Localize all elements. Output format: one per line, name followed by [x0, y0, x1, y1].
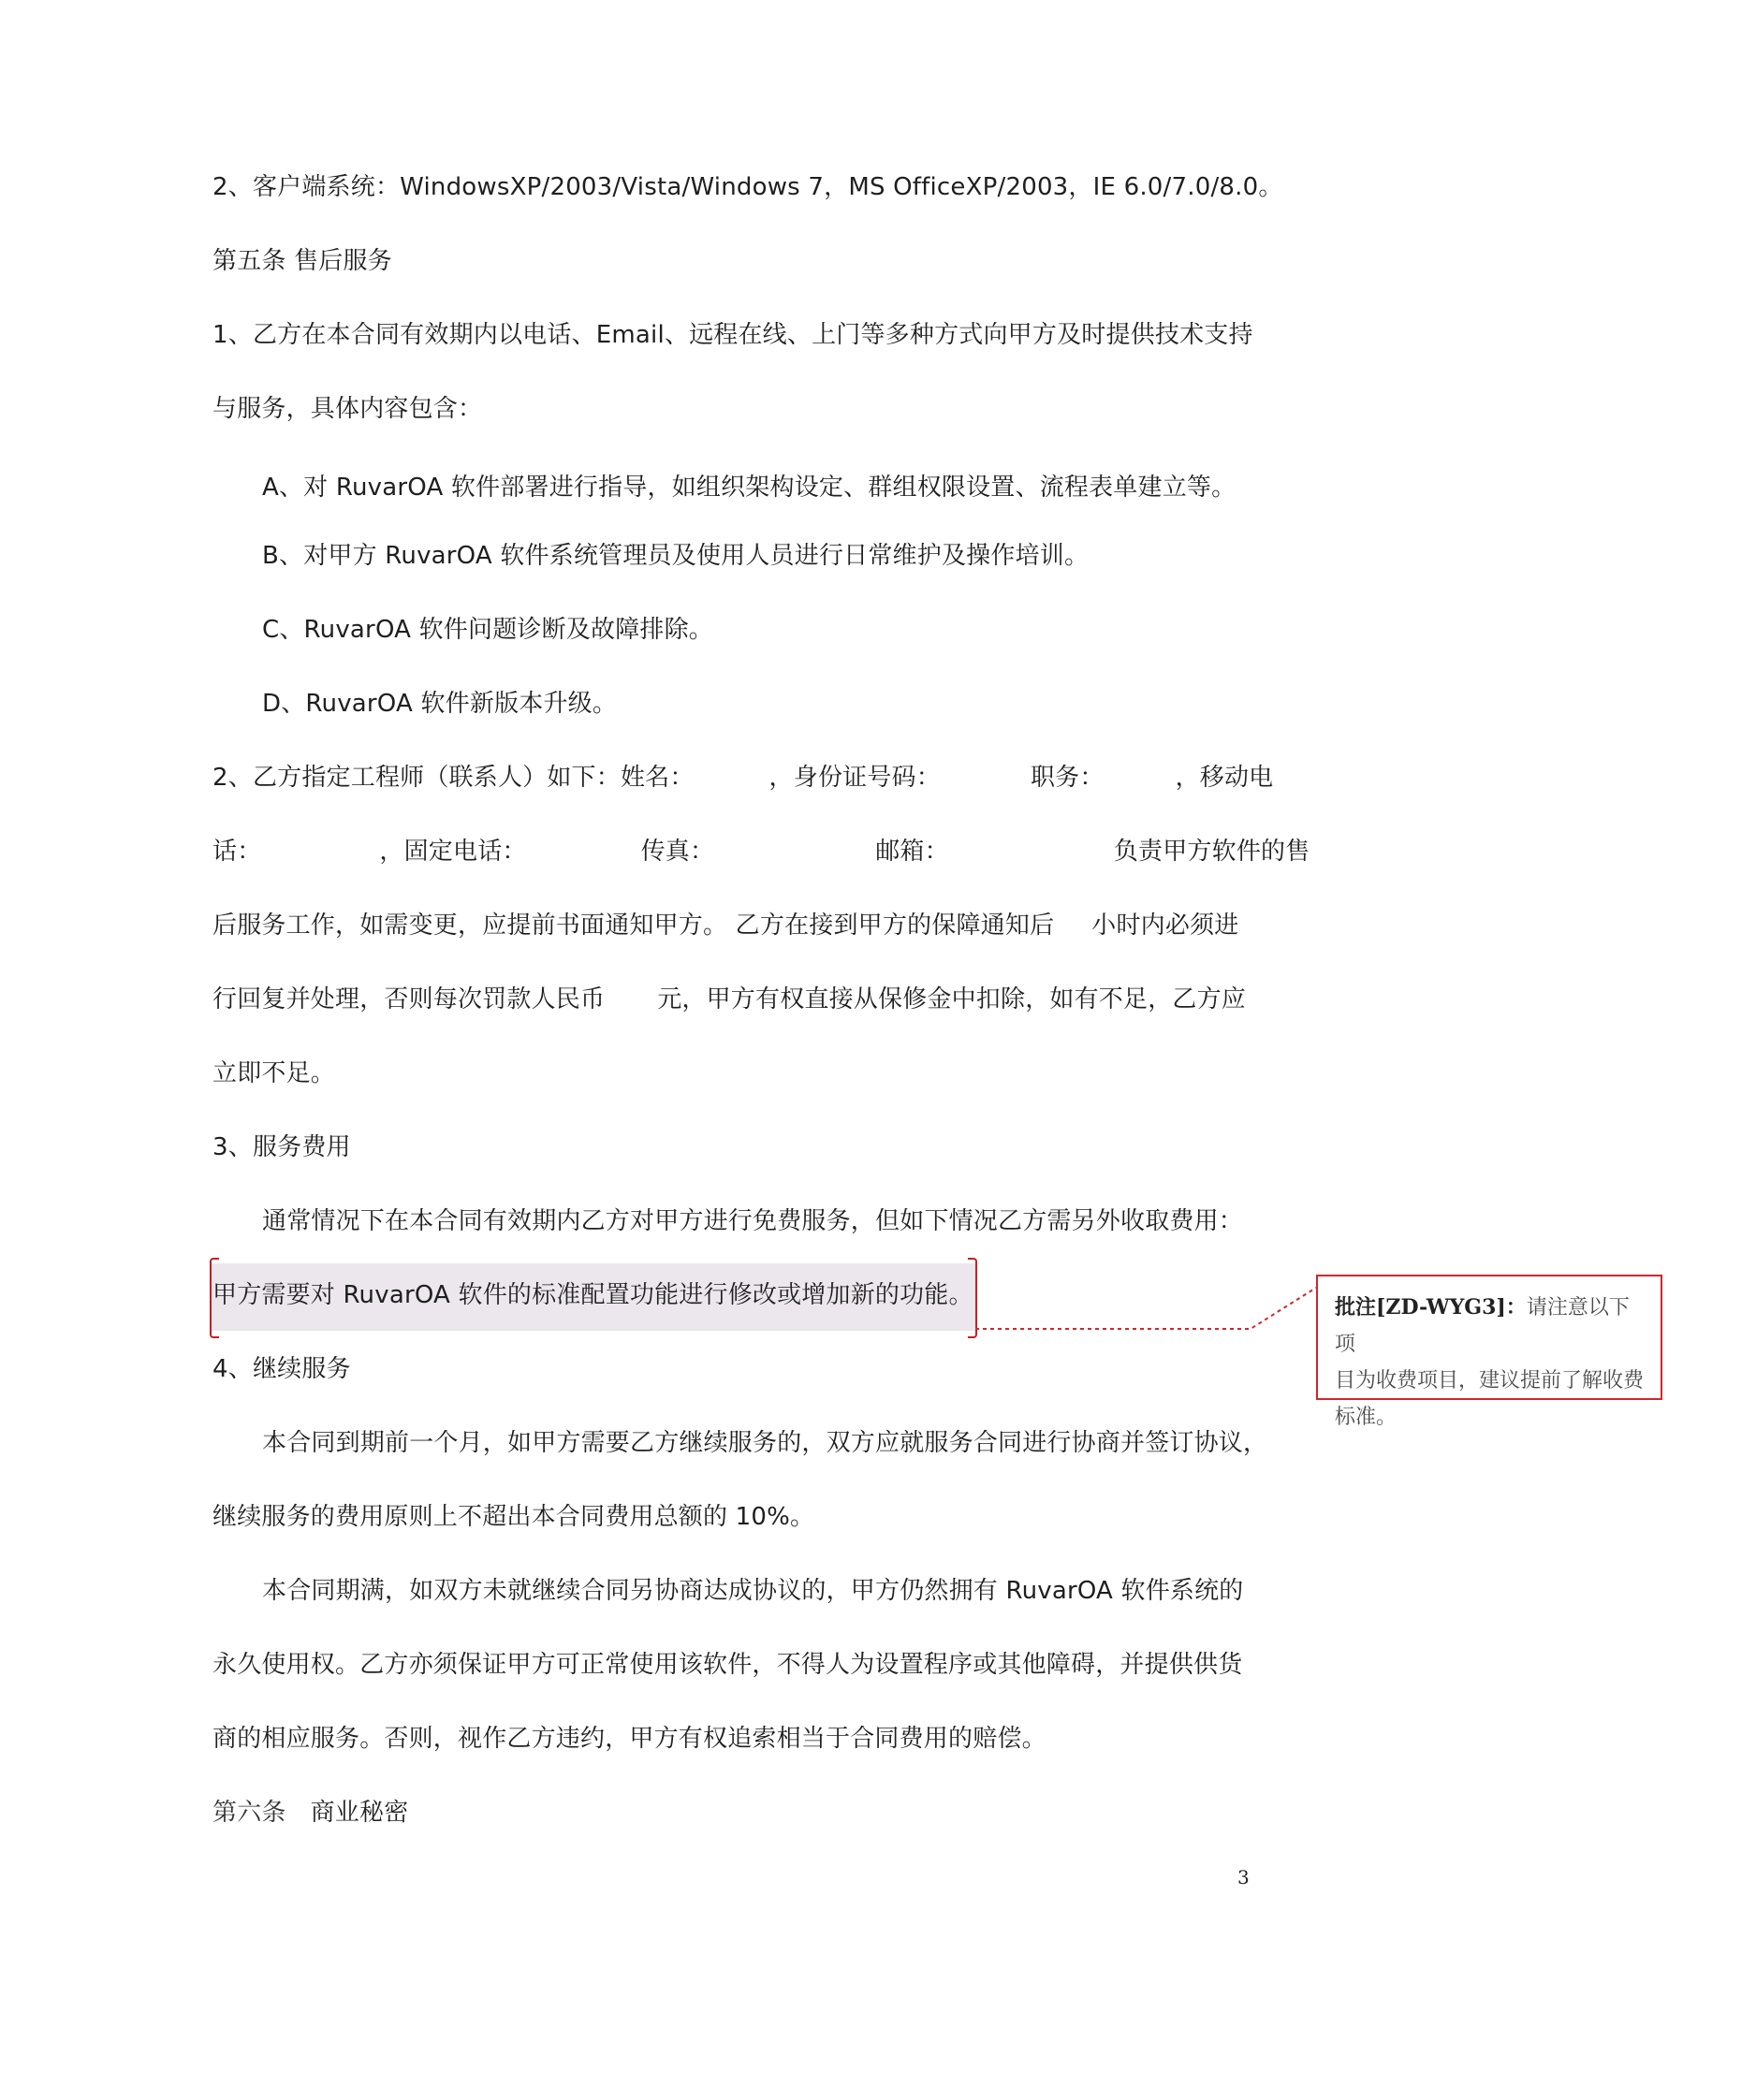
item2-line5: 立即不足。 — [212, 1059, 336, 1087]
item4-p1-line1: 本合同到期前一个月，如甲方需要乙方继续服务的，双方应就服务合同进行协商并签订协议， — [262, 1429, 1268, 1457]
comment-text-3: 标准。 — [1335, 1406, 1397, 1429]
comment-line1 — [1335, 1290, 1644, 1363]
item2-email-label: 邮箱： — [875, 838, 949, 866]
item2-title-label: 职务： — [1030, 764, 1105, 792]
page-number: 3 — [1237, 1866, 1250, 1889]
item4-p2-line3: 商的相应服务。否则，视作乙方违约，甲方有权追索相当于合同费用的赔偿。 — [212, 1725, 1046, 1753]
comment-balloon[interactable] — [1316, 1275, 1662, 1429]
comment-connector-line — [975, 1288, 1316, 1329]
item2-fax-label: 传真： — [640, 838, 715, 866]
item2-mobile-label: ，移动电 — [1175, 764, 1274, 792]
comment-text-2: 目为收费项目，建议提前了解收费 — [1335, 1369, 1645, 1393]
item4-title: 4、继续服务 — [212, 1355, 351, 1383]
item1-b: B、对甲方 RuvarOA 软件系统管理员及使用人员进行日常维护及操作培训。 — [262, 542, 1090, 570]
item2-l4-text: 行回复并处理，否则每次罚款人民币 — [212, 985, 606, 1014]
item2-l3-text: 后服务工作，如需变更，应提前书面通知甲方。 乙方在接到甲方的保障通知后 — [212, 911, 1055, 940]
item2-fixed-label: ，固定电话： — [379, 838, 527, 866]
item3-title: 3、服务费用 — [212, 1133, 351, 1161]
item3-body: 通常情况下在本合同有效期内乙方对甲方进行免费服务，但如下情况乙方需另外收取费用： — [262, 1207, 1244, 1235]
item1-a: A、对 RuvarOA 软件部署进行指导，如组织架构设定、群组权限设置、流程表单建立等。 — [262, 474, 1237, 502]
item2-l4-rest: 元，甲方有权直接从保修金中扣除，如有不足，乙方应 — [657, 985, 1247, 1014]
article5-title: 第五条 售后服务 — [212, 247, 392, 275]
article6-name: 商业秘密 — [310, 1799, 409, 1827]
item1-c: C、RuvarOA 软件问题诊断及故障排除。 — [262, 616, 713, 644]
comment-author: 批注[ZD-WYG3]： — [1335, 1295, 1527, 1320]
item4-p2-line2: 永久使用权。乙方亦须保证甲方可正常使用该软件，不得人为设置程序或其他障碍，并提供供货 — [212, 1651, 1243, 1679]
item2-responsible: 负责甲方软件的售 — [1113, 838, 1310, 866]
item1-line2: 与服务，具体内容包含： — [212, 395, 483, 423]
item4-p1-line2: 继续服务的费用原则上不超出本合同费用总额的 10%。 — [212, 1503, 815, 1531]
article6-title — [212, 1796, 408, 1830]
item2-phone-label: 话： — [212, 838, 262, 866]
item4-p2-line1: 本合同期满，如双方未就继续合同另协商达成协议的，甲方仍然拥有 RuvarOA 软件系统的 — [262, 1577, 1244, 1605]
item1-d: D、RuvarOA 软件新版本升级。 — [262, 690, 618, 718]
item3-highlighted-text: 甲方需要对 RuvarOA 软件的标准配置功能进行修改或增加新的功能。 — [212, 1281, 973, 1309]
item2-id-label: ，身份证号码： — [768, 764, 941, 792]
comment-text-1: 请注意以下项 — [1335, 1296, 1630, 1356]
item2-name-label: 2、乙方指定工程师（联系人）如下：姓名： — [212, 764, 695, 792]
client-system-line: 2、客户端系统：WindowsXP/2003/Vista/Windows 7，MS OfficeXP/2003，IE 6.0/7.0/8.0。 — [212, 173, 1283, 201]
item2-l3-hours: 小时内必须进 — [1091, 911, 1239, 940]
article6-number: 第六条 — [212, 1799, 286, 1827]
item1-line1: 1、乙方在本合同有效期内以电话、Email、远程在线、上门等多种方式向甲方及时提供技术支持 — [212, 321, 1253, 349]
